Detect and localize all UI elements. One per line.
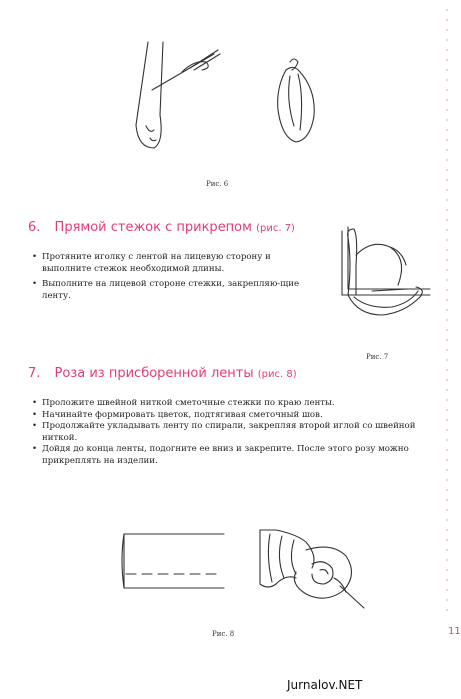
figure-8-illustration — [100, 512, 390, 622]
list-item: • Дойдя до конца ленты, подогните ее вниз и закрепите. После этого розу можно прикреплять на изделии. — [32, 444, 437, 467]
list-item: • Проложите швейной ниткой сметочные стежки по краю ленты. — [32, 398, 437, 410]
list-item: • Продолжайте укладывать ленту по спирали, закрепляя второй иглой со швейной ниткой. — [32, 421, 437, 444]
section-7-heading — [28, 366, 297, 381]
section-7-number: 7. — [28, 366, 41, 381]
section-6-bullets — [32, 252, 302, 302]
list-item: • Протяните иголку с лентой на лицевую сторону и выполните стежок необходимой длины. — [32, 252, 302, 275]
watermark: Jurnalov.NET — [287, 678, 363, 692]
figure-8-caption: Рис. 8 — [212, 630, 235, 638]
figure-7-illustration — [312, 225, 434, 345]
section-6-heading — [28, 220, 295, 235]
figure-6-illustration — [128, 30, 338, 165]
figure-7-caption: Рис. 7 — [366, 353, 389, 361]
page-number: 11 — [448, 626, 461, 637]
section-7-bullets — [32, 398, 437, 468]
section-7-figure-ref: (рис. 8) — [257, 369, 297, 380]
section-6-figure-ref: (рис. 7) — [256, 223, 295, 234]
figure-6-caption: Рис. 6 — [206, 180, 229, 188]
section-6-number: 6. — [28, 220, 41, 235]
list-item: • Выполните на лицевой стороне стежки, закрепляю-щие ленту. — [32, 279, 302, 302]
section-6-title: Прямой стежок с прикрепом — [54, 220, 252, 235]
list-item: • Начинайте формировать цветок, подтягивая сметочный шов. — [32, 410, 437, 422]
margin-dots-decoration — [443, 0, 451, 699]
section-7-title: Роза из присборенной ленты — [54, 366, 254, 381]
